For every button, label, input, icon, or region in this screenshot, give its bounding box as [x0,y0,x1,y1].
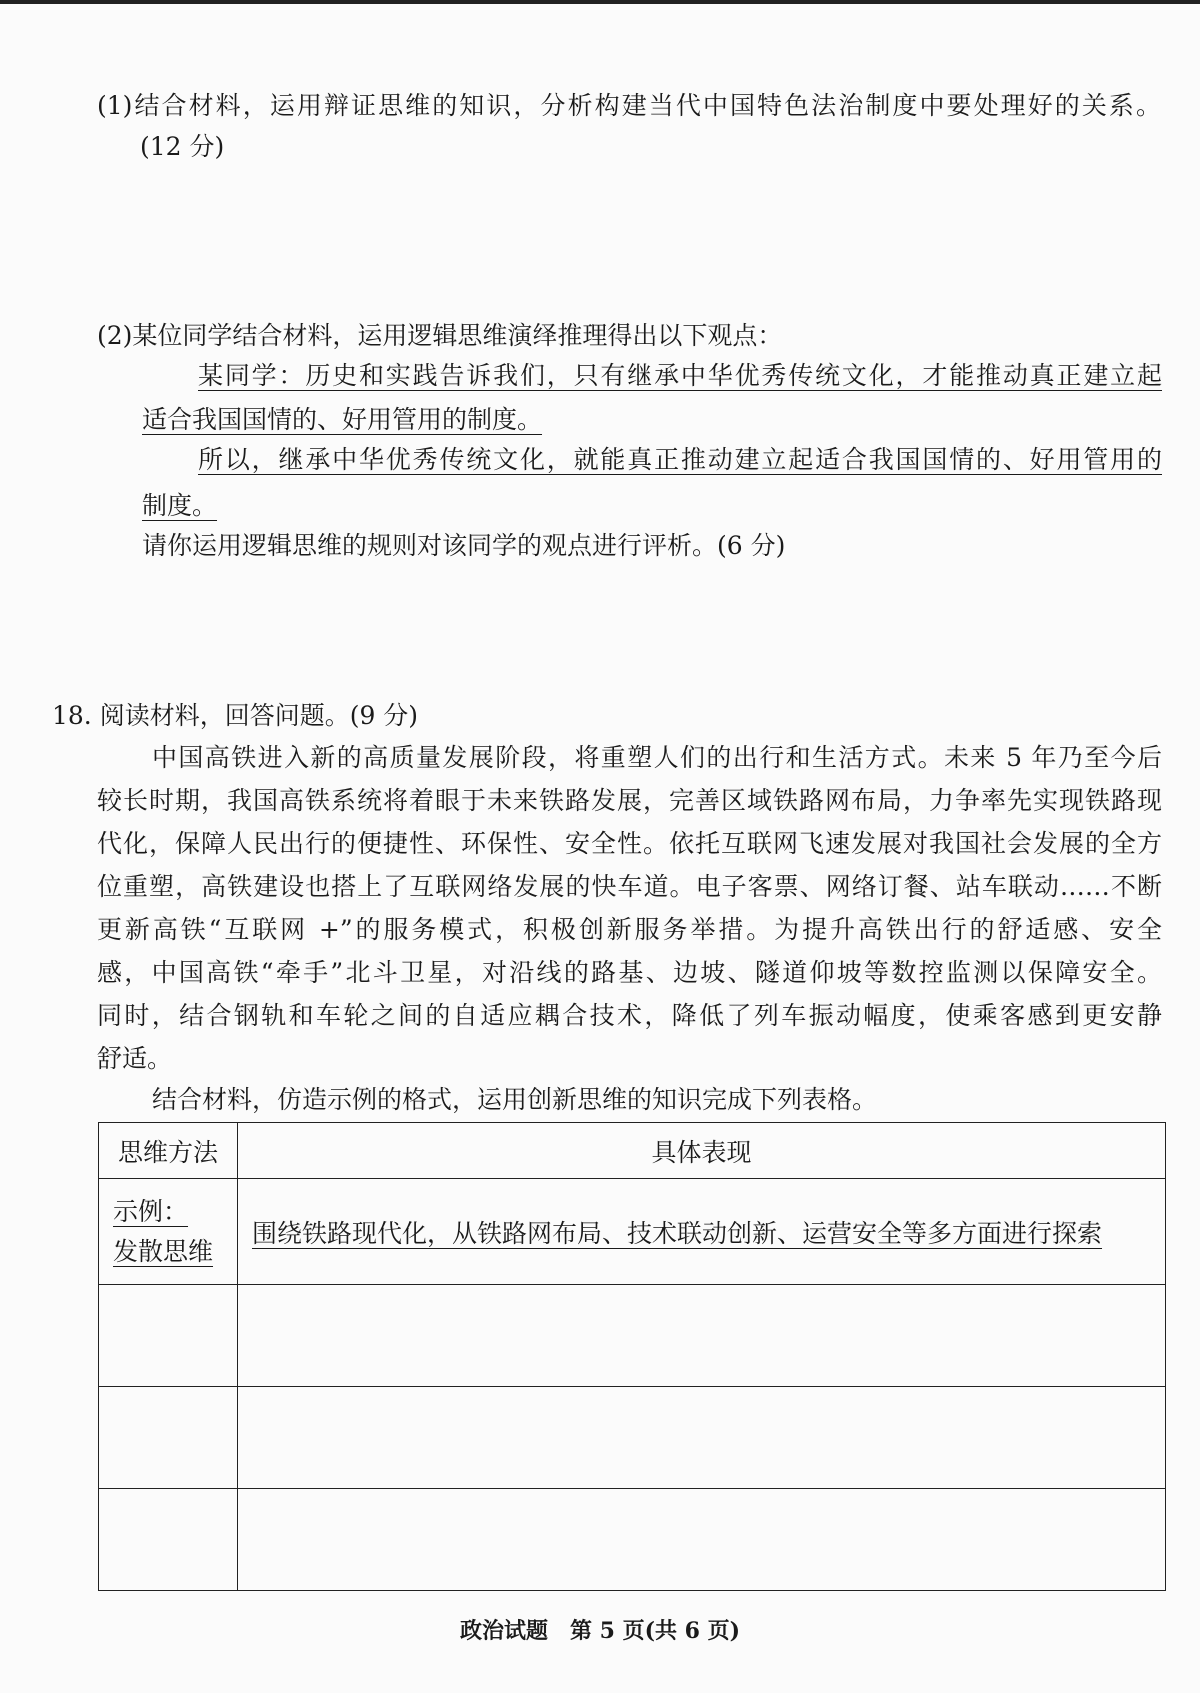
quote2-line2: 制度。 [142,491,218,520]
answer-method-cell[interactable] [99,1489,238,1591]
page-footer: 政治试题 第 5 页(共 6 页) [459,1618,741,1644]
quote1-line1: 某同学：历史和实践告诉我们，只有继承中华优秀传统文化，才能推动真正建立起 [198,361,1162,390]
answer-text-cell[interactable] [238,1285,1166,1387]
q17-part1-line1: (1)结合材料，运用辩证思维的知识，分析构建当代中国特色法治制度中要处理好的关系。 [97,91,1161,120]
answer-text-cell[interactable] [238,1387,1166,1489]
example-method-cell [99,1179,238,1285]
q17-part1-score: (12 分) [140,132,225,161]
q17-part2-intro: (2)某位同学结合材料，运用逻辑思维演绎推理得出以下观点： [97,321,783,350]
q17-part2-task: 请你运用逻辑思维的规则对该同学的观点进行评析。(6 分) [142,531,786,560]
example-method: 发散思维 [113,1236,214,1266]
answer-method-cell[interactable] [99,1387,238,1489]
header-performance: 具体表现 [238,1123,1166,1179]
example-text-cell [238,1179,1166,1285]
example-label: 示例： [113,1196,189,1226]
material-line: 中国高铁进入新的高质量发展阶段，将重塑人们的出行和生活方式。未来 5 年乃至今后 [152,743,1162,772]
material-line: 更新高铁“互联网 +”的服务模式，积极创新服务举措。为提升高铁出行的舒适感、安全 [97,915,1162,944]
scan-edge [0,0,1200,4]
q18-heading: 18. 阅读材料，回答问题。(9 分) [52,701,419,730]
q18-task: 结合材料，仿造示例的格式，运用创新思维的知识完成下列表格。 [152,1085,878,1114]
material-line: 代化，保障人民出行的便捷性、环保性、安全性。依托互联网飞速发展对我国社会发展的全方 [97,829,1162,858]
material-line: 同时，结合钢轨和车轮之间的自适应耦合技术，降低了列车振动幅度，使乘客感到更安静 [97,1001,1162,1030]
material-line: 舒适。 [97,1044,173,1073]
quote2-line1: 所以，继承中华优秀传统文化，就能真正推动建立起适合我国国情的、好用管用的 [198,445,1162,474]
answer-table [98,1122,1166,1591]
material-line: 位重塑，高铁建设也搭上了互联网络发展的快车道。电子客票、网络订餐、站车联动……不断 [97,872,1162,901]
quote1-line2: 适合我国国情的、好用管用的制度。 [142,405,543,434]
material-line: 感，中国高铁“牵手”北斗卫星，对沿线的路基、边坡、隧道仰坡等数控监测以保障安全。 [97,958,1162,987]
answer-text-cell[interactable] [238,1489,1166,1591]
example-text: 围绕铁路现代化，从铁路网布局、技术联动创新、运营安全等多方面进行探索 [252,1218,1103,1248]
answer-method-cell[interactable] [99,1285,238,1387]
material-line: 较长时期，我国高铁系统将着眼于未来铁路发展，完善区域铁路网布局，力争率先实现铁路现 [97,786,1162,815]
header-method: 思维方法 [99,1123,238,1179]
